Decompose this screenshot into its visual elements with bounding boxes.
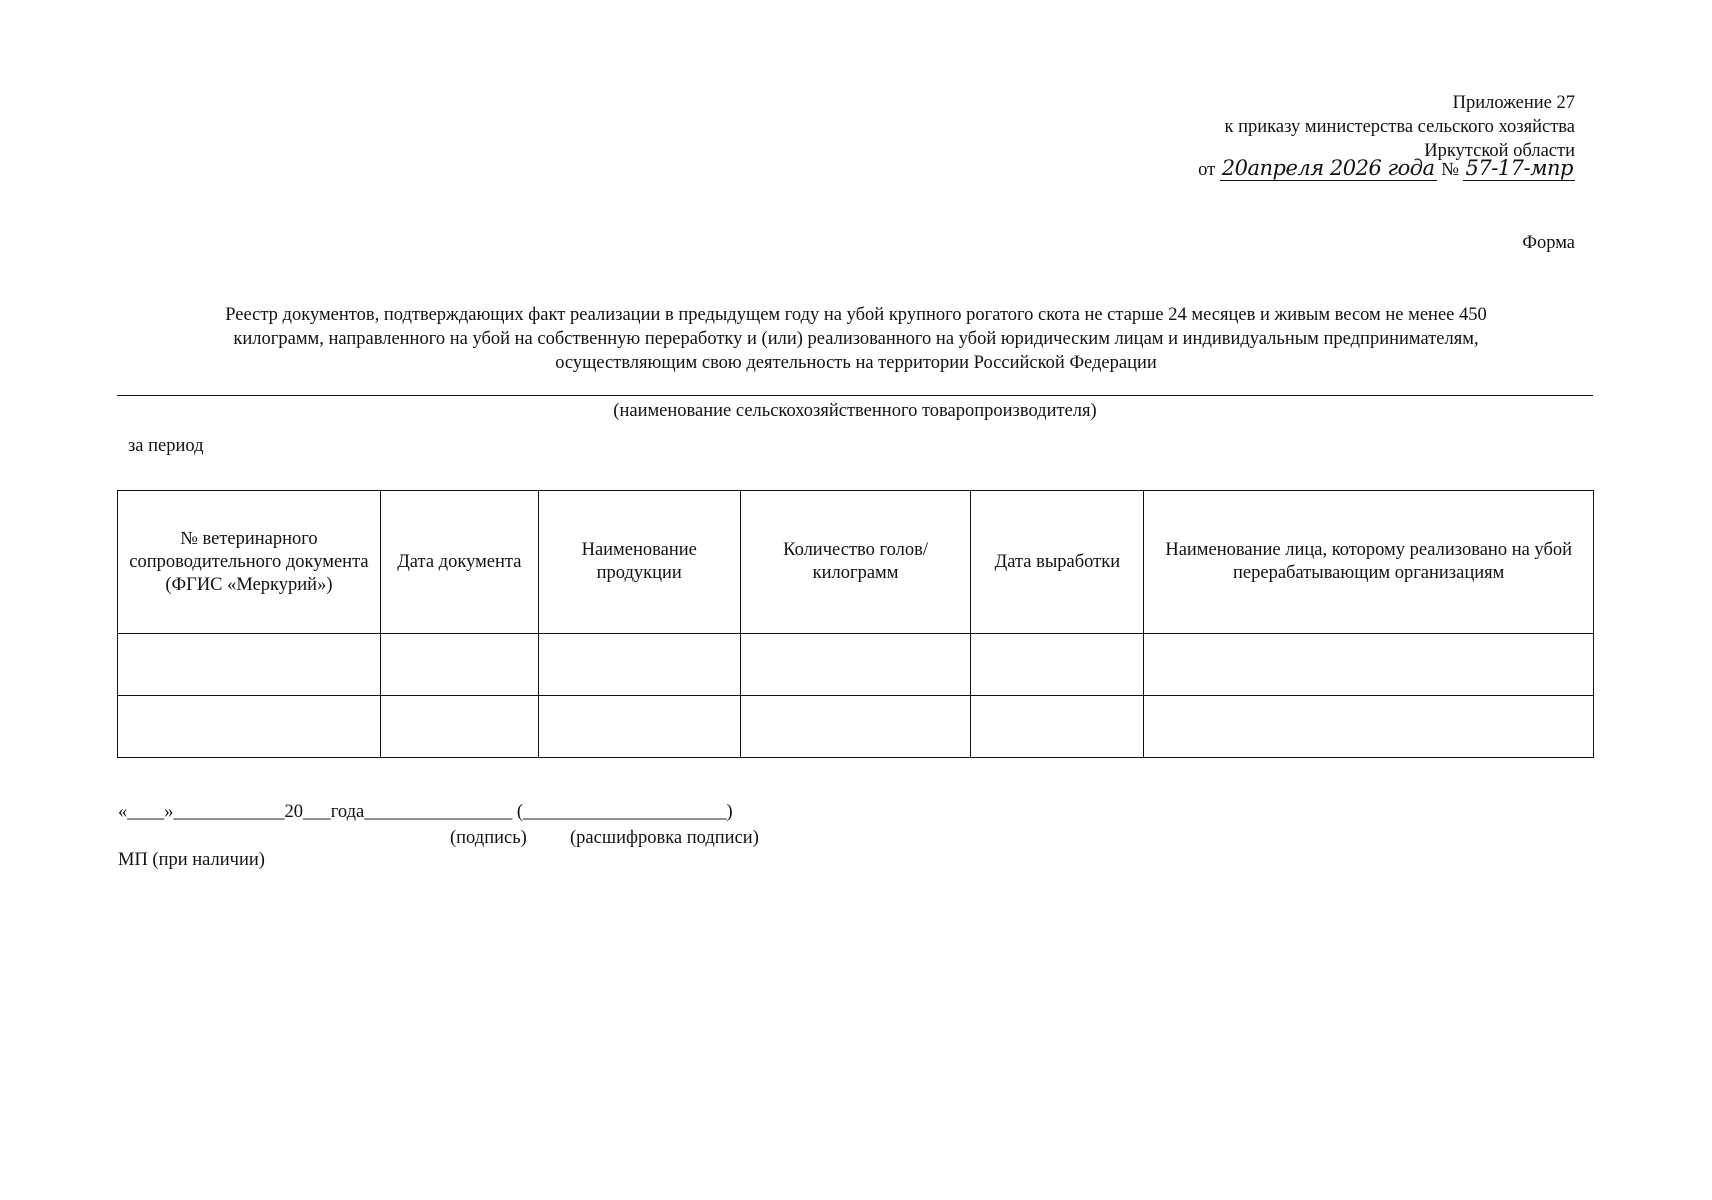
order-date-number (1198, 156, 1575, 181)
table-cell (740, 634, 971, 696)
table-cell (118, 634, 381, 696)
table-cell (380, 696, 538, 758)
signature-date-line: «____»____________20___года________________ (______________________) (118, 802, 733, 822)
handwritten-number: 57-17-мпр (1465, 156, 1573, 180)
signature-decode-caption: (расшифровка подписи) (570, 828, 759, 848)
header-product-name: Наименование продукции (538, 491, 740, 634)
stamp-label: МП (при наличии) (118, 850, 265, 870)
table-cell (538, 696, 740, 758)
registry-table (117, 490, 1594, 758)
header-document-date: Дата документа (380, 491, 538, 634)
table-header-row (118, 491, 1594, 634)
number-sign: № (1441, 160, 1459, 180)
table-cell (1144, 634, 1594, 696)
signature-caption: (подпись) (450, 828, 527, 848)
region-name: Иркутской области (1424, 141, 1575, 161)
header-vet-document-number: № ветеринарного сопроводительного документа (ФГИС «Меркурий») (118, 491, 381, 634)
from-prefix: от (1198, 160, 1216, 180)
header-production-date: Дата выработки (971, 491, 1144, 634)
appendix-number: Приложение 27 (1452, 93, 1575, 113)
table-cell (971, 634, 1144, 696)
producer-caption: (наименование сельскохозяйственного товаропроизводителя) (613, 401, 1097, 421)
table-cell (740, 696, 971, 758)
table-cell (380, 634, 538, 696)
title-line-1: Реестр документов, подтверждающих факт реализации в предыдущем году на убой крупного рогатого скота не старше 24 месяцев и живым весом не менее 450 (225, 305, 1487, 325)
handwritten-date: 20апреля 2026 года (1221, 156, 1435, 180)
form-label: Форма (1522, 233, 1575, 253)
order-reference: к приказу министерства сельского хозяйства (1224, 117, 1575, 137)
document-title (120, 303, 1592, 375)
period-label: за период (128, 436, 204, 456)
producer-name-line (117, 395, 1593, 396)
table-row (118, 696, 1594, 758)
header-buyer-name: Наименование лица, которому реализовано на убой перерабатывающим организациям (1144, 491, 1594, 634)
header-quantity: Количество голов/килограмм (740, 491, 971, 634)
table-cell (118, 696, 381, 758)
title-line-2: килограмм, направленного на убой на собственную переработку и (или) реализованного на убой юридическим лицам и индивидуальным предпринимателям, (233, 329, 1479, 349)
table-cell (538, 634, 740, 696)
table-cell (971, 696, 1144, 758)
title-line-3: осуществляющим свою деятельность на территории Российской Федерации (555, 353, 1157, 373)
table-row (118, 634, 1594, 696)
table-cell (1144, 696, 1594, 758)
